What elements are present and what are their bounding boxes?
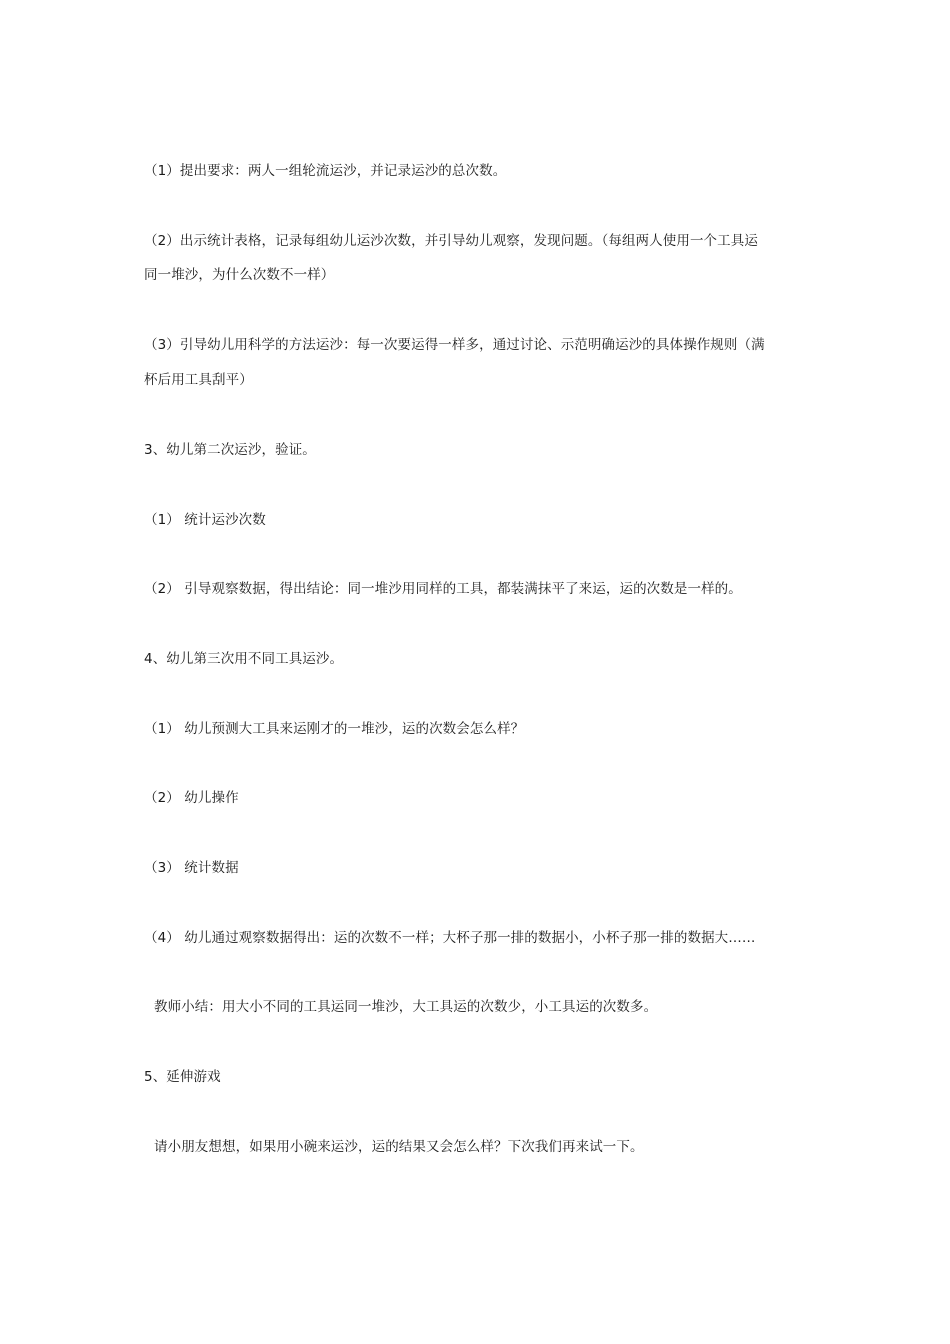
step-4-4: （4） 幼儿通过观察数据得出：运的次数不一样；大杯子那一排的数据小，小杯子那一排的数据大…… (144, 930, 756, 946)
step-4-3: （3） 统计数据 (144, 860, 239, 876)
section-5-heading: 5、延伸游戏 (144, 1069, 221, 1085)
step-2-3-scientific-method: （3）引导幼儿用科学的方法运沙：每一次要运得一样多，通过讨论、示范明确运沙的具体操作规则（满 (144, 337, 765, 353)
extension-game-prompt: 请小朋友想想，如果用小碗来运沙，运的结果又会怎么样？下次我们再来试一下。 (154, 1139, 644, 1155)
step-2-2-statistics-table: （2）出示统计表格，记录每组幼儿运沙次数，并引导幼儿观察，发现问题。（每组两人使用一个工具运 (144, 233, 758, 249)
step-4-2: （2） 幼儿操作 (144, 790, 239, 806)
step-3-2: （2） 引导观察数据，得出结论：同一堆沙用同样的工具，都装满抹平了来运，运的次数是一样的。 (144, 581, 742, 597)
section-3-heading: 3、幼儿第二次运沙，验证。 (144, 442, 316, 458)
step-3-1: （1） 统计运沙次数 (144, 512, 266, 528)
step-4-1: （1） 幼儿预测大工具来运刚才的一堆沙，运的次数会怎么样？ (144, 721, 525, 737)
teacher-summary: 教师小结：用大小不同的工具运同一堆沙，大工具运的次数少，小工具运的次数多。 (154, 999, 658, 1015)
step-2-3-continuation: 杯后用工具刮平） (144, 372, 253, 388)
step-2-1-requirement: （1）提出要求：两人一组轮流运沙，并记录运沙的总次数。 (144, 163, 507, 179)
step-2-2-continuation: 同一堆沙，为什么次数不一样） (144, 267, 335, 283)
section-4-heading: 4、幼儿第三次用不同工具运沙。 (144, 651, 344, 667)
